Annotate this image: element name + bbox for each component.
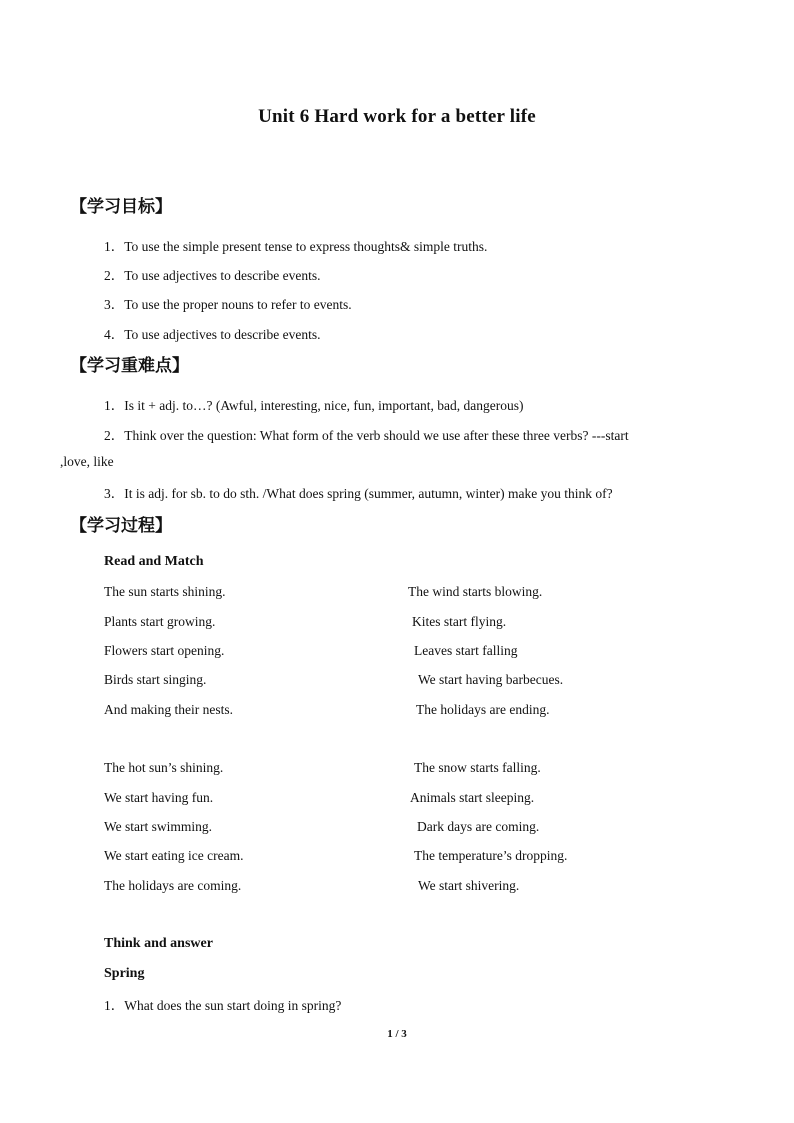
match-left-line: We start having fun.: [104, 790, 214, 805]
match-left-line: Plants start growing.: [104, 614, 216, 629]
match-left-line: And making their nests.: [104, 702, 233, 717]
match-right-line: Kites start flying.: [412, 614, 507, 629]
match-left-line: The holidays are coming.: [104, 878, 242, 893]
key-point-item-2: 2．Think over the question: What form of the verb should we use after these three verbs? ---start: [104, 428, 629, 443]
match-left-line: The hot sun’s shining.: [104, 760, 224, 775]
objective-item-4: 4．To use adjectives to describe events.: [104, 327, 321, 342]
match-left-line: We start eating ice cream.: [104, 848, 244, 863]
key-point-item-3: 3．It is adj. for sb. to do sth. /What does spring (summer, autumn, winter) make you think of?: [104, 486, 613, 501]
think-answer-label: Think and answer: [104, 936, 213, 951]
match-right-line: Leaves start falling: [414, 643, 518, 658]
match-left-line: The sun starts shining.: [104, 584, 226, 599]
section-heading-objectives: 【学习目标】: [70, 197, 172, 217]
page-number: 1 / 3: [387, 1028, 407, 1040]
objective-item-1: 1．To use the simple present tense to express thoughts& simple truths.: [104, 239, 488, 254]
section-heading-key-points: 【学习重难点】: [70, 356, 189, 376]
match-right-line: The snow starts falling.: [414, 760, 541, 775]
match-left-line: We start swimming.: [104, 819, 213, 834]
match-right-line: Animals start sleeping.: [410, 790, 535, 805]
match-right-line: The wind starts blowing.: [408, 584, 543, 599]
key-point-item-1: 1．Is it + adj. to…? (Awful, interesting, nice, fun, important, bad, dangerous): [104, 398, 524, 413]
section-heading-process: 【学习过程】: [70, 516, 172, 536]
season-label-spring: Spring: [104, 966, 145, 981]
match-right-line: The holidays are ending.: [416, 702, 550, 717]
match-left-line: Flowers start opening.: [104, 643, 225, 658]
match-left-line: Birds start singing.: [104, 672, 207, 687]
objective-item-3: 3．To use the proper nouns to refer to events.: [104, 297, 352, 312]
key-point-item-2-continued: ,love, like: [60, 454, 114, 469]
read-match-label: Read and Match: [104, 554, 204, 569]
match-right-line: The temperature’s dropping.: [414, 848, 568, 863]
match-right-line: Dark days are coming.: [417, 819, 540, 834]
match-right-line: We start shivering.: [418, 878, 520, 893]
page-title: Unit 6 Hard work for a better life: [258, 106, 536, 127]
question-item-1: 1．What does the sun start doing in spring?: [104, 998, 342, 1013]
objective-item-2: 2．To use adjectives to describe events.: [104, 268, 321, 283]
match-right-line: We start having barbecues.: [418, 672, 564, 687]
